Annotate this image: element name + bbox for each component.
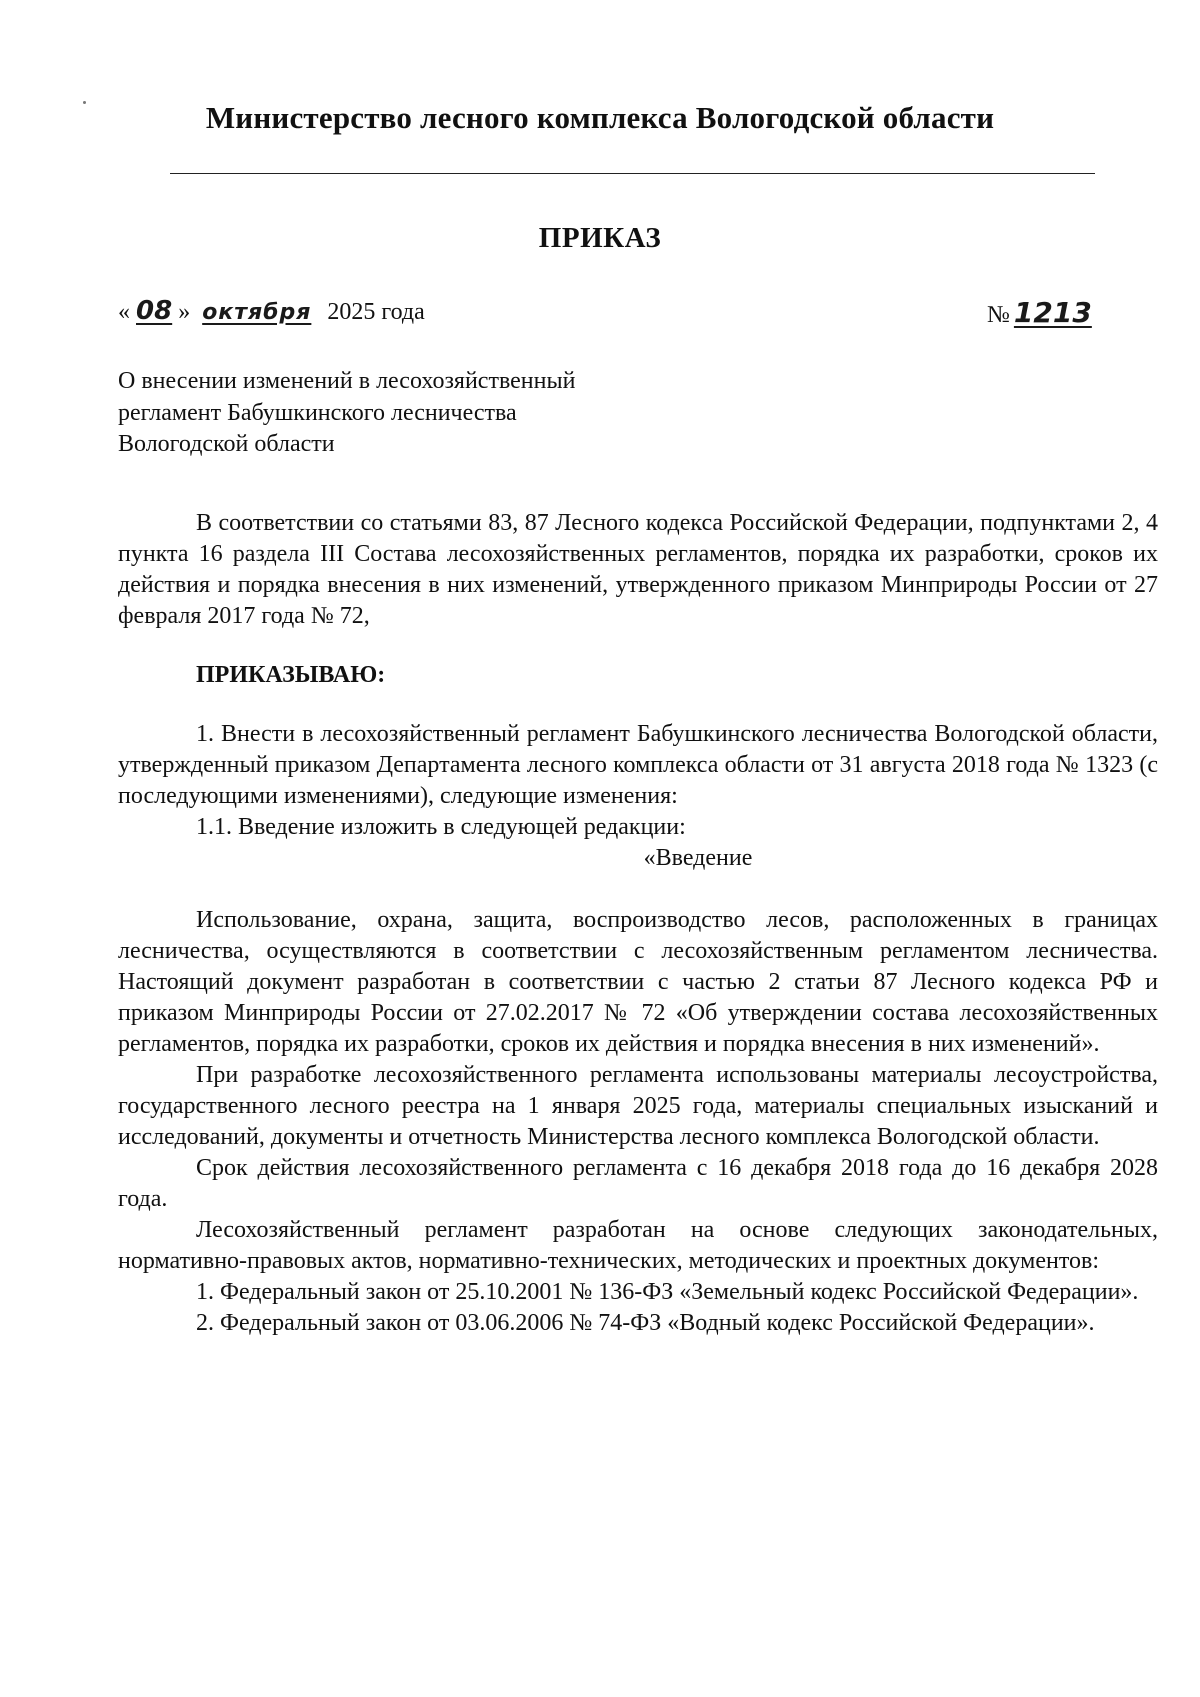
date-year: 2025 года [327,299,425,325]
introduction-heading: «Введение [643,845,753,871]
date-day-handwritten: 08 [136,296,173,326]
intro-paragraph-1: Использование, охрана, защита, воспроизводство лесов, расположенных в границах лесничества, осуществляются в соответствии с лесохозяйственным регламентом лесничества. Настоящий документ разработан в соответствии с частью 2 статьи 87 Лесного кодекса РФ и приказом Минприроды России от 27.02.2017 № 72 «Об утверждении состава лесохозяйственных регламентов, порядка их разработки, сроков их действия и порядка внесения в них изменений». [118,907,1158,1057]
item-1-1-paragraph: 1.1. Введение изложить в следующей редакции: [196,814,686,840]
ministry-name: Министерство лесного комплекса Вологодской области [205,100,995,135]
number-label: № [987,302,1010,328]
order-body [118,508,1158,1339]
legal-list-item: 1. Федеральный закон от 25.10.2001 № 136-ФЗ «Земельный кодекс Российской Федерации». [196,1279,1139,1305]
order-number-handwritten: 1213 [1013,296,1092,329]
date-month-handwritten: октября [202,300,312,325]
preamble-paragraph: В соответствии со статьями 83, 87 Лесного кодекса Российской Федерации, подпунктами 2, 4 пункта 16 раздела III Состава лесохозяйственных регламентов, порядка их разработки, сроков их действия и порядка внесения в них изменений, утвержденного приказом Минприроды России от 27 февраля 2017 года № 72, [118,510,1158,629]
header-rule [170,173,1095,174]
order-number-line [987,296,1092,329]
order-subject [118,366,575,461]
intro-paragraph-3: Срок действия лесохозяйственного регламента с 16 декабря 2018 года до 16 декабря 2028 года. [118,1155,1158,1212]
order-directive: ПРИКАЗЫВАЮ: [196,662,386,688]
subject-line: регламент Бабушкинского лесничества [118,399,517,426]
intro-paragraph-4: Лесохозяйственный регламент разработан на основе следующих законодательных, нормативно-правовых актов, нормативно-технических, методических и проектных документов: [118,1217,1158,1274]
item-1-paragraph: 1. Внести в лесохозяйственный регламент Бабушкинского лесничества Вологодской области, утвержденный приказом Департамента лесного комплекса области от 31 августа 2018 года № 1323 (с последующими изменениями), следующие изменения: [118,721,1158,809]
legal-list-item: 2. Федеральный закон от 03.06.2006 № 74-ФЗ «Водный кодекс Российской Федерации». [196,1310,1095,1336]
date-line [118,296,425,326]
subject-line: Вологодской области [118,431,335,457]
subject-line: О внесении изменений в лесохозяйственный [118,368,576,394]
intro-paragraph-2: При разработке лесохозяйственного регламента использованы материалы лесоустройства, государственного лесного реестра на 1 января 2025 года, материалы специальных изысканий и исследований, документы и отчетность Министерства лесного комплекса Вологодской области. [118,1062,1158,1150]
date-open-quote: « [118,299,130,325]
date-close-quote: » [178,299,191,325]
document-title: ПРИКАЗ [538,222,662,254]
